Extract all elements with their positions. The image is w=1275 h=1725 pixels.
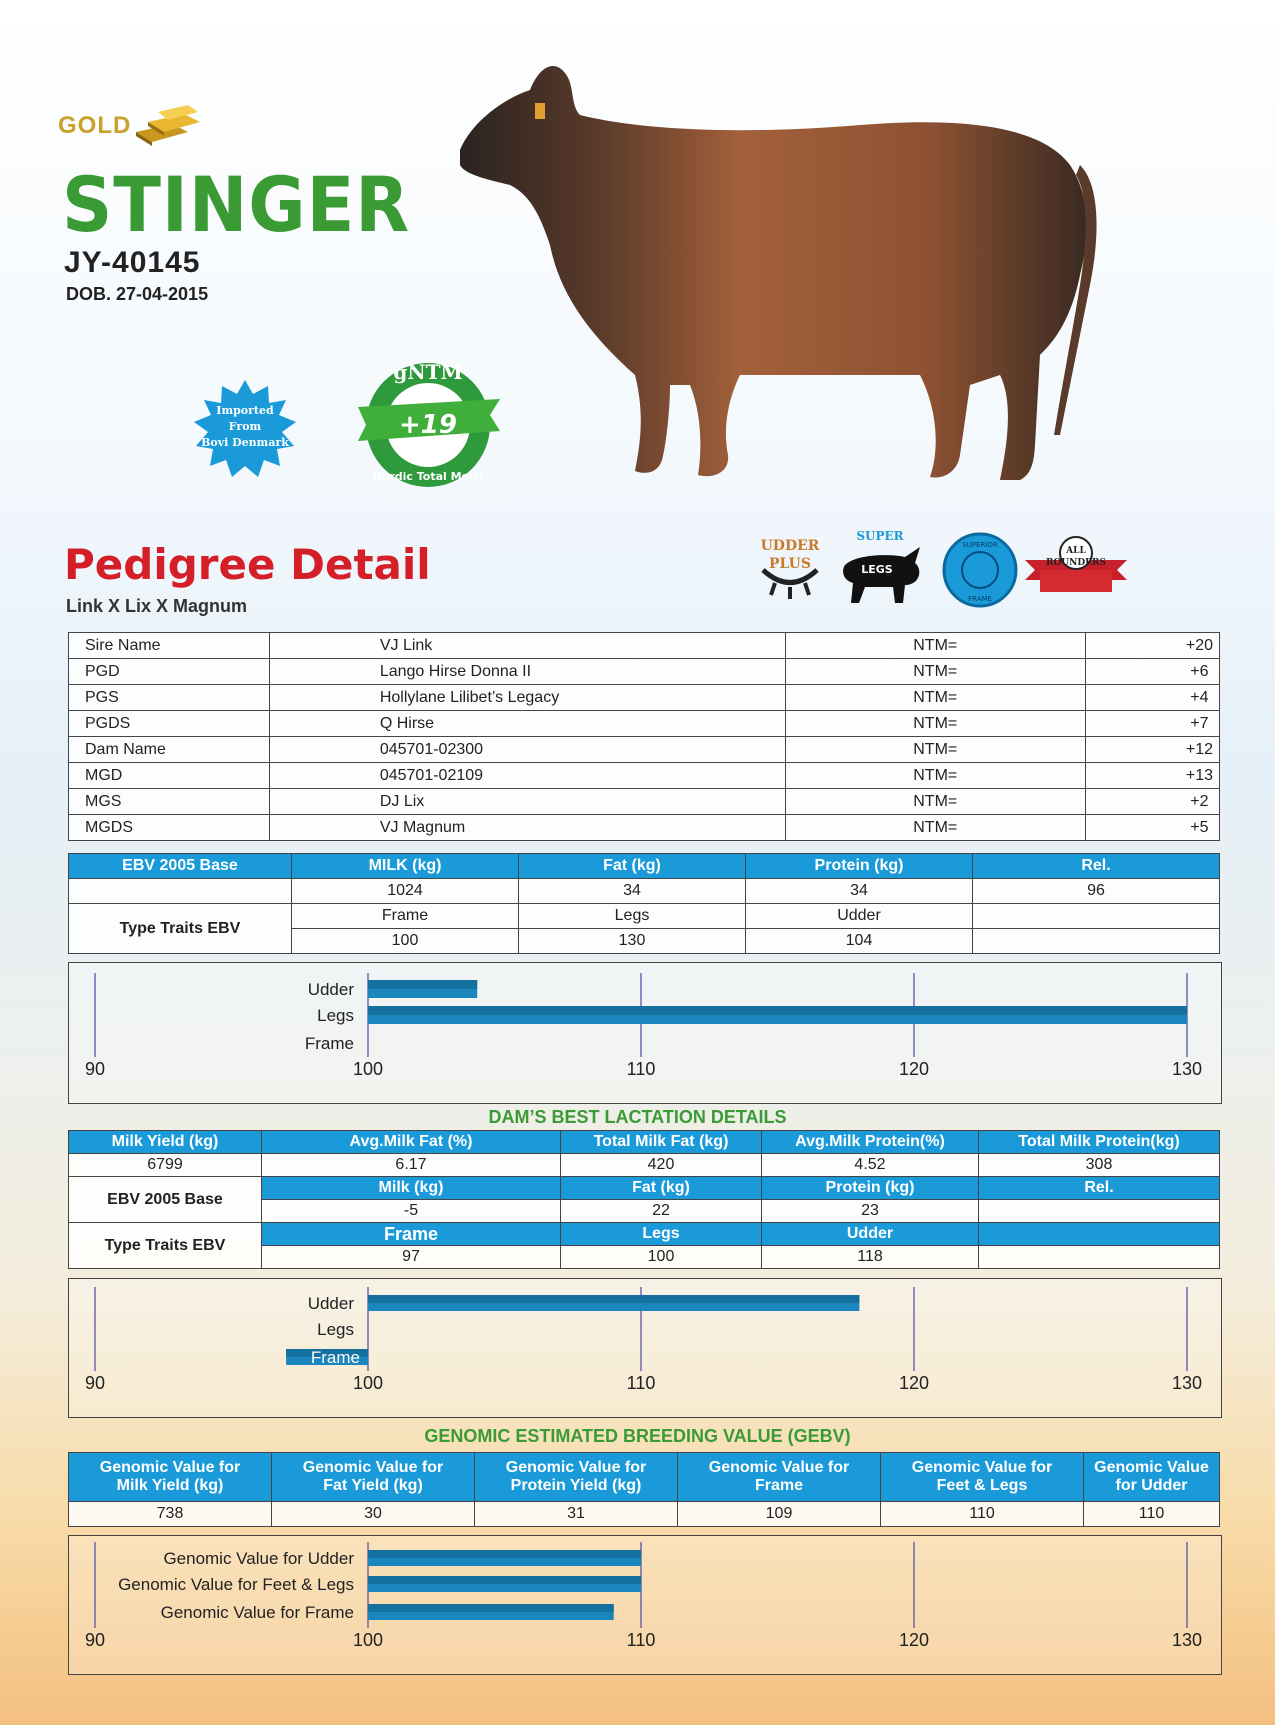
gebv-head-line: Protein Yield (kg) <box>510 1477 642 1494</box>
pedigree-label: Sire Name <box>69 633 270 659</box>
pedigree-ntm-label: NTM= <box>785 737 1085 763</box>
tick-label: 120 <box>898 1630 930 1650</box>
gebv-head-line: Genomic Value for <box>708 1459 850 1476</box>
dam-milk-yield: 6799 <box>69 1154 262 1177</box>
gntm-value: +19 <box>399 410 457 440</box>
pedigree-label: PGD <box>69 659 270 685</box>
pedigree-subtitle: Link X Lix X Magnum <box>66 596 248 616</box>
dam-type-frame: 97 <box>262 1246 561 1269</box>
dam-type-frame-head: Frame <box>262 1223 561 1246</box>
udder-plus-icon <box>761 538 820 599</box>
tick-label: 110 <box>626 1373 656 1393</box>
dam-total-protein: 308 <box>979 1154 1220 1177</box>
category-label: Frame <box>310 1348 360 1367</box>
dam-avg-protein: 4.52 <box>762 1154 979 1177</box>
dam-head-milk-yield: Milk Yield (kg) <box>69 1131 262 1154</box>
gebv-chart-svg <box>69 1536 1221 1674</box>
pedigree-label: PGS <box>69 685 270 711</box>
bull-name: STINGER <box>62 160 411 249</box>
dam-avg-fat: 6.17 <box>262 1154 561 1177</box>
ebv-type-legs-head: Legs <box>519 904 746 929</box>
pedigree-ntm: +20 <box>1085 633 1219 659</box>
imported-line-2: From <box>228 420 262 433</box>
category-label: Genomic Value for Udder <box>163 1549 354 1568</box>
gold-label: GOLD <box>58 112 132 139</box>
pedigree-row <box>69 763 1220 789</box>
superior-frame-line-2: FRAME <box>968 595 992 603</box>
dam-head-total-protein: Total Milk Protein(kg) <box>979 1131 1220 1154</box>
imported-badge <box>190 380 300 480</box>
type-traits-chart <box>68 962 1222 1104</box>
imported-line-1: Imported <box>216 404 274 417</box>
gebv-head-1 <box>272 1453 475 1502</box>
pedigree-row <box>69 659 1220 685</box>
ebv-type-legs: 130 <box>519 929 746 954</box>
dam-ebv-head-fat: Fat (kg) <box>561 1177 762 1200</box>
pedigree-name: Lango Hirse Donna II <box>269 659 785 685</box>
gebv-value-2: 31 <box>475 1502 678 1527</box>
bull-photo <box>440 55 1200 535</box>
dam-head-total-fat: Total Milk Fat (kg) <box>561 1131 762 1154</box>
category-label: Frame <box>304 1034 354 1053</box>
ebv-fat: 34 <box>519 879 746 904</box>
ebv-type-frame: 100 <box>292 929 519 954</box>
category-label: Legs <box>317 1320 354 1339</box>
pedigree-label: PGDS <box>69 711 270 737</box>
gebv-table <box>68 1452 1220 1527</box>
dam-type-legs-head: Legs <box>561 1223 762 1246</box>
tick-label: 90 <box>84 1373 106 1393</box>
ebv-type-udder: 104 <box>746 929 973 954</box>
gebv-value-5: 110 <box>1084 1502 1220 1527</box>
bar-shade <box>368 1550 641 1558</box>
dam-head-avg-protein: Avg.Milk Protein(%) <box>762 1131 979 1154</box>
trait-badges <box>755 525 1135 615</box>
category-label: Udder <box>307 980 354 999</box>
ebv-type-label: Type Traits EBV <box>69 904 292 954</box>
tick-label: 120 <box>898 1373 930 1393</box>
bar-shade <box>368 1006 1187 1015</box>
super-legs-line-1: SUPER <box>856 529 904 543</box>
pedigree-ntm: +6 <box>1085 659 1219 685</box>
ebv-table <box>68 853 1220 954</box>
gebv-head-line: Genomic Value for <box>302 1459 444 1476</box>
gebv-head-0 <box>69 1453 272 1502</box>
pedigree-table <box>68 632 1220 841</box>
tick-label: 100 <box>352 1059 384 1079</box>
dam-ebv-fat: 22 <box>561 1200 762 1223</box>
date-of-birth: DOB. 27-04-2015 <box>66 284 209 304</box>
dam-head-avg-fat: Avg.Milk Fat (%) <box>262 1131 561 1154</box>
pedigree-ntm: +12 <box>1085 737 1219 763</box>
ebv-protein: 34 <box>746 879 973 904</box>
bar-shade <box>368 1604 614 1612</box>
dam-ebv-head-milk: Milk (kg) <box>262 1177 561 1200</box>
pedigree-row <box>69 737 1220 763</box>
tick-label: 130 <box>1171 1630 1203 1650</box>
pedigree-ntm: +4 <box>1085 685 1219 711</box>
dam-type-label: Type Traits EBV <box>69 1223 262 1269</box>
gebv-value-3: 109 <box>678 1502 881 1527</box>
pedigree-ntm: +7 <box>1085 711 1219 737</box>
pedigree-ntm-label: NTM= <box>785 659 1085 685</box>
ebv-head-fat: Fat (kg) <box>519 854 746 879</box>
gebv-value-4: 110 <box>881 1502 1084 1527</box>
ebv-head-base: EBV 2005 Base <box>69 854 292 879</box>
ebv-head-protein: Protein (kg) <box>746 854 973 879</box>
dam-table <box>68 1130 1220 1269</box>
gebv-head-line: Genomic Value for <box>99 1459 241 1476</box>
all-rounders-icon <box>1025 537 1127 592</box>
category-label: Genomic Value for Feet & Legs <box>118 1575 354 1594</box>
super-legs-line-2: LEGS <box>861 563 893 576</box>
tick-label: 100 <box>352 1630 384 1650</box>
type-traits-chart-svg <box>69 963 1221 1103</box>
pedigree-row <box>69 815 1220 841</box>
bar-shade <box>368 980 477 989</box>
dam-type-traits-chart <box>68 1278 1222 1418</box>
pedigree-name: 045701-02109 <box>269 763 785 789</box>
pedigree-row <box>69 633 1220 659</box>
pedigree-ntm: +2 <box>1085 789 1219 815</box>
pedigree-ntm: +5 <box>1085 815 1219 841</box>
pedigree-name: Q Hirse <box>269 711 785 737</box>
pedigree-label: MGS <box>69 789 270 815</box>
pedigree-name: VJ Magnum <box>269 815 785 841</box>
dam-type-udder: 118 <box>762 1246 979 1269</box>
ebv-empty <box>69 879 292 904</box>
udder-plus-line-1: UDDER <box>760 538 820 554</box>
gebv-chart <box>68 1535 1222 1675</box>
gebv-head-line: Fat Yield (kg) <box>323 1477 423 1494</box>
dam-ebv-milk: -5 <box>262 1200 561 1223</box>
gebv-head-line: Genomic Value <box>1094 1459 1209 1476</box>
imported-line-3: Bovi Denmark <box>201 436 289 449</box>
pedigree-row <box>69 711 1220 737</box>
gebv-head-2 <box>475 1453 678 1502</box>
bar-shade <box>368 1576 641 1584</box>
pedigree-row <box>69 789 1220 815</box>
pedigree-ntm-label: NTM= <box>785 633 1085 659</box>
pedigree-ntm: +13 <box>1085 763 1219 789</box>
gebv-head-line: Frame <box>754 1477 804 1494</box>
udder-plus-line-2: PLUS <box>769 556 811 572</box>
superior-frame-line-1: SUPERIOR <box>962 541 998 549</box>
pedigree-name: 045701-02300 <box>269 737 785 763</box>
dam-ebv-head-protein: Protein (kg) <box>762 1177 979 1200</box>
ebv-head-rel: Rel. <box>973 854 1220 879</box>
gebv-head-line: for Udder <box>1115 1477 1188 1494</box>
dam-total-fat: 420 <box>561 1154 762 1177</box>
tick-label: 130 <box>1171 1059 1203 1079</box>
pedigree-ntm-label: NTM= <box>785 685 1085 711</box>
all-rounders-line-1: ALL <box>1066 546 1086 556</box>
pedigree-row <box>69 685 1220 711</box>
tick-label: 90 <box>84 1059 106 1079</box>
gebv-head-line: Feet & Legs <box>936 1477 1028 1494</box>
tick-label: 130 <box>1171 1373 1203 1393</box>
ebv-type-frame-head: Frame <box>292 904 519 929</box>
pedigree-label: Dam Name <box>69 737 270 763</box>
pedigree-label: MGDS <box>69 815 270 841</box>
pedigree-ntm-label: NTM= <box>785 711 1085 737</box>
pedigree-label: MGD <box>69 763 270 789</box>
gntm-bottom: Nordic Total Merit <box>372 470 484 483</box>
gebv-head-line: Genomic Value for <box>505 1459 647 1476</box>
super-legs-icon <box>843 529 920 603</box>
pedigree-name: DJ Lix <box>269 789 785 815</box>
ebv-head-milk: MILK (kg) <box>292 854 519 879</box>
superior-frame-icon <box>944 534 1016 606</box>
gebv-value-1: 30 <box>272 1502 475 1527</box>
dam-title: DAM’S BEST LACTATION DETAILS <box>488 1107 787 1127</box>
dam-type-udder-head: Udder <box>762 1223 979 1246</box>
ebv-type-udder-head: Udder <box>746 904 973 929</box>
gold-bars-icon <box>132 102 204 146</box>
dam-ebv-label: EBV 2005 Base <box>69 1177 262 1223</box>
pedigree-ntm-label: NTM= <box>785 763 1085 789</box>
all-rounders-line-2: ROUNDERS <box>1045 558 1107 568</box>
tick-label: 100 <box>352 1373 384 1393</box>
pedigree-name: VJ Link <box>269 633 785 659</box>
tick-label: 110 <box>626 1059 656 1079</box>
bar-shade <box>368 1295 859 1303</box>
tick-label: 120 <box>898 1059 930 1079</box>
pedigree-ntm-label: NTM= <box>785 815 1085 841</box>
bull-code: JY-40145 <box>64 246 201 279</box>
gebv-head-line: Milk Yield (kg) <box>116 1477 224 1494</box>
gebv-head-line: Genomic Value for <box>911 1459 1053 1476</box>
gebv-head-5 <box>1084 1453 1220 1502</box>
ebv-rel: 96 <box>973 879 1220 904</box>
category-label: Legs <box>317 1006 354 1025</box>
gntm-top: gNTM <box>393 360 463 384</box>
pedigree-name: Hollylane Lilibet’s Legacy <box>269 685 785 711</box>
tick-label: 110 <box>626 1630 656 1650</box>
category-label: Udder <box>307 1294 354 1313</box>
gebv-head-3 <box>678 1453 881 1502</box>
pedigree-title: Pedigree Detail <box>64 540 431 589</box>
pedigree-ntm-label: NTM= <box>785 789 1085 815</box>
gebv-value-0: 738 <box>69 1502 272 1527</box>
dam-type-legs: 100 <box>561 1246 762 1269</box>
dam-ebv-head-rel: Rel. <box>979 1177 1220 1200</box>
dam-type-traits-chart-svg <box>69 1279 1221 1417</box>
gebv-head-4 <box>881 1453 1084 1502</box>
dam-ebv-protein: 23 <box>762 1200 979 1223</box>
gebv-title: GENOMIC ESTIMATED BREEDING VALUE (GEBV) <box>424 1426 851 1446</box>
category-label: Genomic Value for Frame <box>160 1603 354 1622</box>
ebv-milk: 1024 <box>292 879 519 904</box>
tick-label: 90 <box>84 1630 106 1650</box>
